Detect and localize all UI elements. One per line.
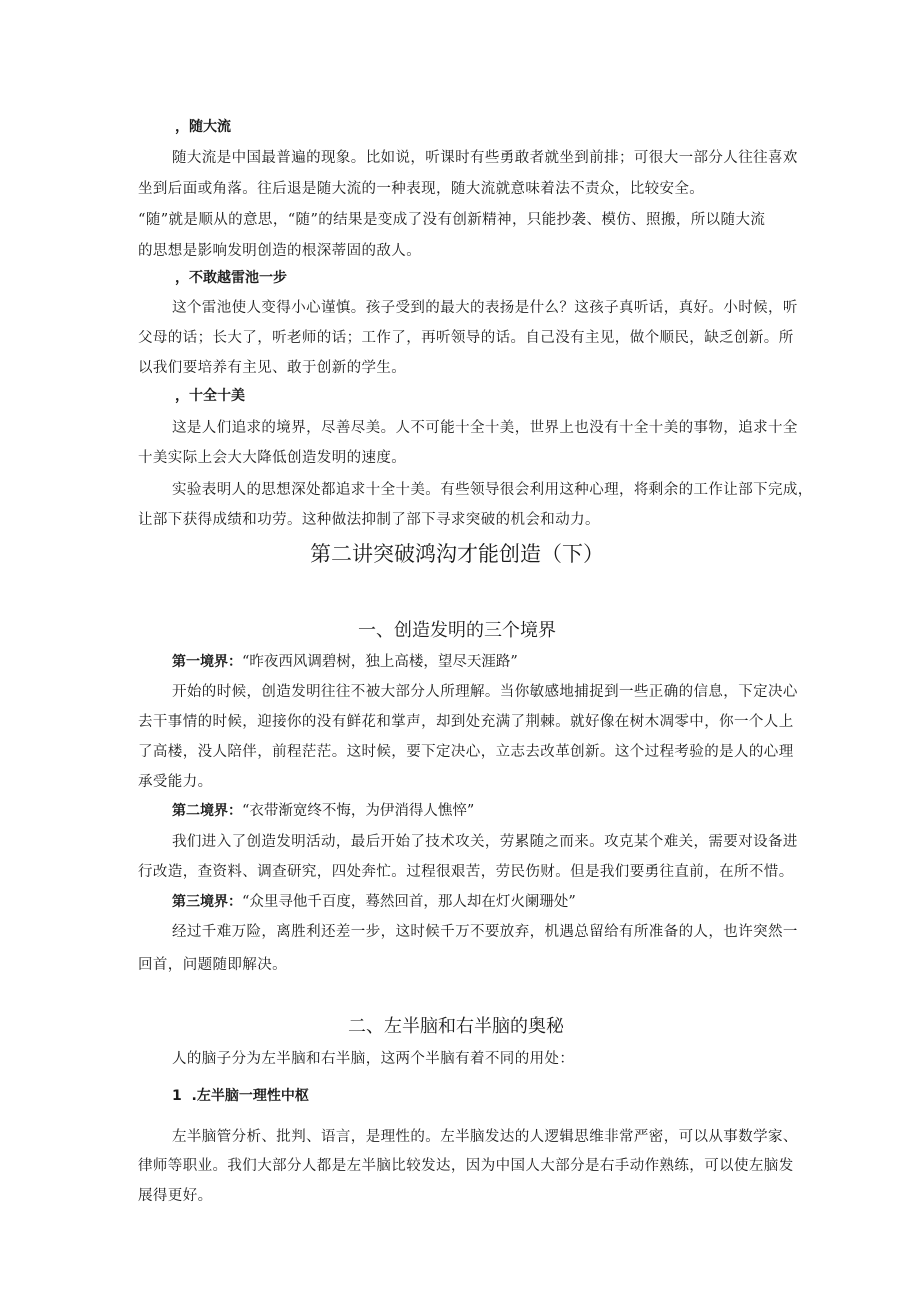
paragraph-line: 展得更好。 bbox=[138, 1188, 213, 1204]
realm-1-quote: “昨夜西风调碧树，独上高楼，望尽天涯路” bbox=[242, 654, 518, 670]
realm-2-label: 第二境界： bbox=[172, 803, 242, 819]
paragraph-line: 实验表明人的思想深处都追求十全十美。有些领导很会利用这种心理，将剩余的工作让部下完成， bbox=[172, 482, 813, 498]
paragraph-line: 的思想是影响发明创造的根深蒂固的敌人。 bbox=[138, 243, 422, 259]
paragraph-line: 开始的时候，创造发明往往不被大部分人所理解。当你敏感地捕捉到一些正确的信息，下定决心 bbox=[172, 684, 798, 700]
paragraph-line: 承受能力。 bbox=[138, 774, 213, 790]
realm-2-line bbox=[172, 801, 474, 821]
paragraph-line: 回首，问题随即解决。 bbox=[138, 957, 287, 973]
realm-3-quote: “众里寻他千百度，蓦然回首，那人却在灯火阑珊处” bbox=[242, 894, 576, 910]
heading-dare-not: ，不敢越雷池一步 bbox=[175, 270, 287, 286]
realm-3-line bbox=[172, 892, 576, 912]
paragraph-line: 去干事情的时候，迎接你的没有鲜花和掌声，却到处充满了荆棘。就好像在树木凋零中，你一个人上 bbox=[138, 714, 794, 730]
paragraph-line: 这个雷池使人变得小心谨慎。孩子受到的最大的表扬是什么？这孩子真听话，真好。小时候，听 bbox=[172, 300, 798, 316]
realm-1-line bbox=[172, 652, 518, 672]
paragraph-line: 了高楼，没人陪伴，前程茫茫。这时候，要下定决心，立志去改革创新。这个过程考验的是人的心理 bbox=[138, 744, 794, 760]
paragraph-line: 父母的话；长大了，听老师的话；工作了，再听领导的话。自己没有主见，做个顺民，缺乏创新。所 bbox=[138, 330, 794, 346]
subheading-text: .左半脑一理性中枢 bbox=[191, 1088, 309, 1104]
subheading-left-brain bbox=[172, 1086, 309, 1106]
paragraph-line: 经过千难万险，离胜利还差一步，这时候千万不要放弃，机遇总留给有所准备的人，也许突然一 bbox=[172, 924, 798, 940]
paragraph-line: 让部下获得成绩和功劳。这种做法抑制了部下寻求突破的机会和动力。 bbox=[138, 512, 600, 528]
paragraph-line: 十美实际上会大大降低创造发明的速度。 bbox=[138, 450, 407, 466]
heading-perfection: ，十全十美 bbox=[175, 388, 245, 404]
paragraph-line: 坐到后面或角落。往后退是随大流的一种表现，随大流就意味着法不责众，比较安全。 bbox=[138, 181, 705, 197]
lecture-title: 第二讲突破鸿沟才能创造（下） bbox=[310, 542, 604, 566]
subheading-number: 1 bbox=[172, 1088, 182, 1104]
paragraph-line: 随大流是中国最普遍的现象。比如说，听课时有些勇敢者就坐到前排；可很大一部分人往往喜欢 bbox=[172, 150, 798, 166]
paragraph-line: 以我们要培养有主见、敢于创新的学生。 bbox=[138, 360, 407, 376]
realm-3-label: 第三境界： bbox=[172, 894, 242, 910]
paragraph-line: 人的脑子分为左半脑和右半脑，这两个半脑有着不同的用处： bbox=[172, 1051, 575, 1067]
realm-1-label: 第一境界： bbox=[172, 654, 242, 670]
heading-follow-crowd: ，随大流 bbox=[175, 119, 231, 135]
realm-2-quote: “衣带渐宽终不悔，为伊消得人憔悴” bbox=[242, 803, 475, 819]
section-title-three-realms: 一、创造发明的三个境界 bbox=[358, 620, 556, 641]
section-title-brain-halves: 二、左半脑和右半脑的奥秘 bbox=[348, 1016, 564, 1037]
paragraph-line: 我们进入了创造发明活动，最后开始了技术攻关，劳累随之而来。攻克某个难关，需要对设备进 bbox=[172, 834, 798, 850]
paragraph-line: 这是人们追求的境界，尽善尽美。人不可能十全十美，世界上也没有十全十美的事物，追求十全 bbox=[172, 420, 798, 436]
paragraph-line: “随”就是顺从的意思，“随”的结果是变成了没有创新精神，只能抄袭、模仿、照搬，所以随大流 bbox=[138, 212, 766, 228]
paragraph-line: 左半脑管分析、批判、语言，是理性的。左半脑发达的人逻辑思维非常严密，可以从事数学家、 bbox=[172, 1129, 798, 1145]
paragraph-line: 行改造，查资料、调查研究，四处奔忙。过程很艰苦，劳民伤财。但是我们要勇往直前，在所不惜。 bbox=[138, 864, 794, 880]
paragraph-line: 律师等职业。我们大部分人都是左半脑比较发达，因为中国人大部分是右手动作熟练，可以使左脑发 bbox=[138, 1158, 794, 1174]
